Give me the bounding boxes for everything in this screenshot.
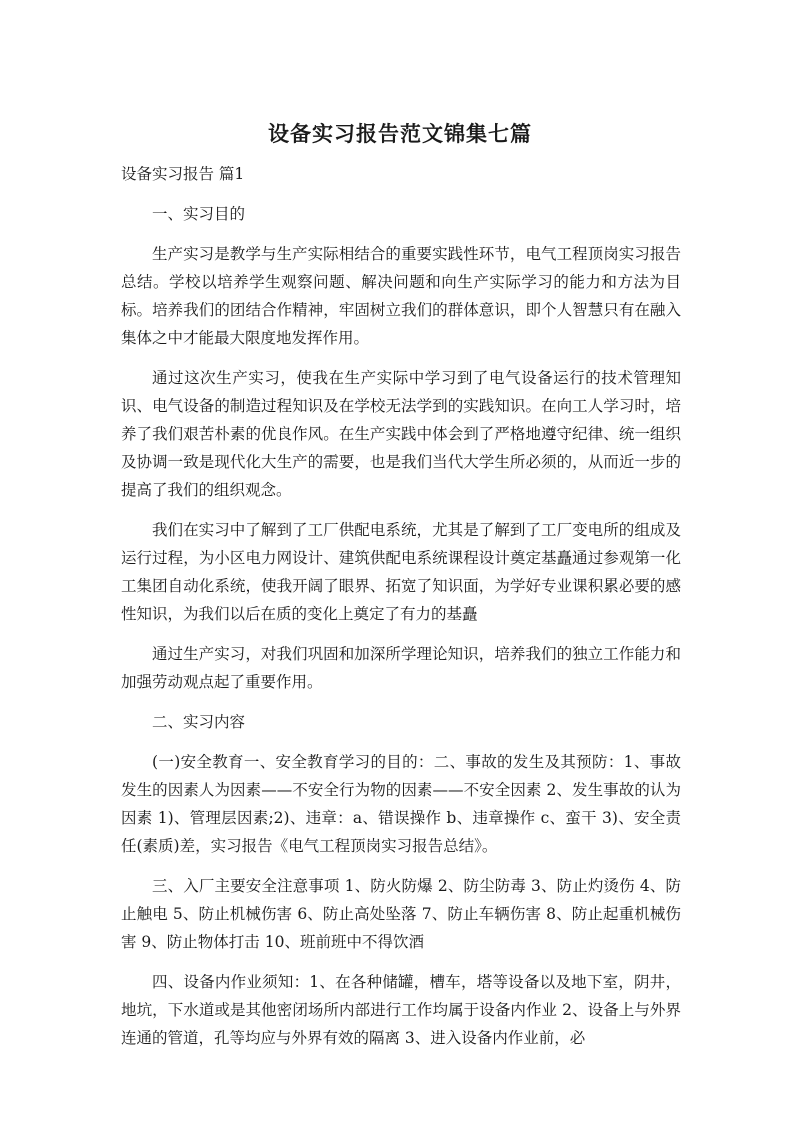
paragraph: 三、入厂主要安全注意事项 1、防火防爆 2、防尘防毒 3、防止灼烫伤 4、防止触电 5、防止机械伤害 6、防止高处坠落 7、防止车辆伤害 8、防止起重机械伤害 9、防止物体打击 10、班前班中不得饮酒 — [121, 877, 681, 951]
paragraph: 一、实习目的 — [152, 205, 246, 223]
paragraph: 我们在实习中了解到了工厂供配电系统，尤其是了解到了工厂变电所的组成及运行过程，为小区电力网设计、建筑供配电系统课程设计奠定基矗通过参观第一化工集团自动化系统，使我开阔了眼界、拓宽了知识面，为学好专业课积累必要的感性知识，为我们以后在质的变化上奠定了有力的基矗 — [121, 521, 681, 623]
document-body — [121, 160, 681, 1064]
document-title: 设备实习报告范文锦集七篇 — [268, 122, 532, 146]
paragraph: 四、设备内作业须知：1、在各种储罐，槽车，塔等设备以及地下室，阴井，地坑，下水道或是其他密闭场所内部进行工作均属于设备内作业 2、设备上与外界连通的管道，孔等均应与外界有效的隔离 3、进入设备内作业前，必 — [121, 973, 681, 1047]
paragraph: 二、实习内容 — [152, 713, 246, 731]
paragraph: (一)安全教育一、安全教育学习的目的：二、事故的发生及其预防：1、事故发生的因素人为因素——不安全行为物的因素——不安全因素 2、发生事故的认为因素 1)、管理层因素;2)、违章：a、错误操作 b、违章操作 c、蛮干 3)、安全责任(素质)差，实习报告《电气工程顶岗实习报告总结》。 — [121, 753, 681, 855]
paragraph: 通过这次生产实习，使我在生产实际中学习到了电气设备运行的技术管理知识、电气设备的制造过程知识及在学校无法学到的实践知识。在向工人学习时，培养了我们艰苦朴素的优良作风。在生产实践中体会到了严格地遵守纪律、统一组织及协调一致是现代化大生产的需要，也是我们当代大学生所必须的，从而近一步的提高了我们的组织观念。 — [121, 369, 681, 499]
section-heading: 设备实习报告 篇1 — [121, 165, 245, 183]
paragraph: 通过生产实习，对我们巩固和加深所学理论知识，培养我们的独立工作能力和加强劳动观点起了重要作用。 — [121, 645, 681, 691]
paragraph: 生产实习是教学与生产实际相结合的重要实践性环节，电气工程顶岗实习报告总结。学校以培养学生观察问题、解决问题和向生产实际学习的能力和方法为目标。培养我们的团结合作精神，牢固树立我们的群体意识，即个人智慧只有在融入集体之中才能最大限度地发挥作用。 — [121, 245, 681, 347]
